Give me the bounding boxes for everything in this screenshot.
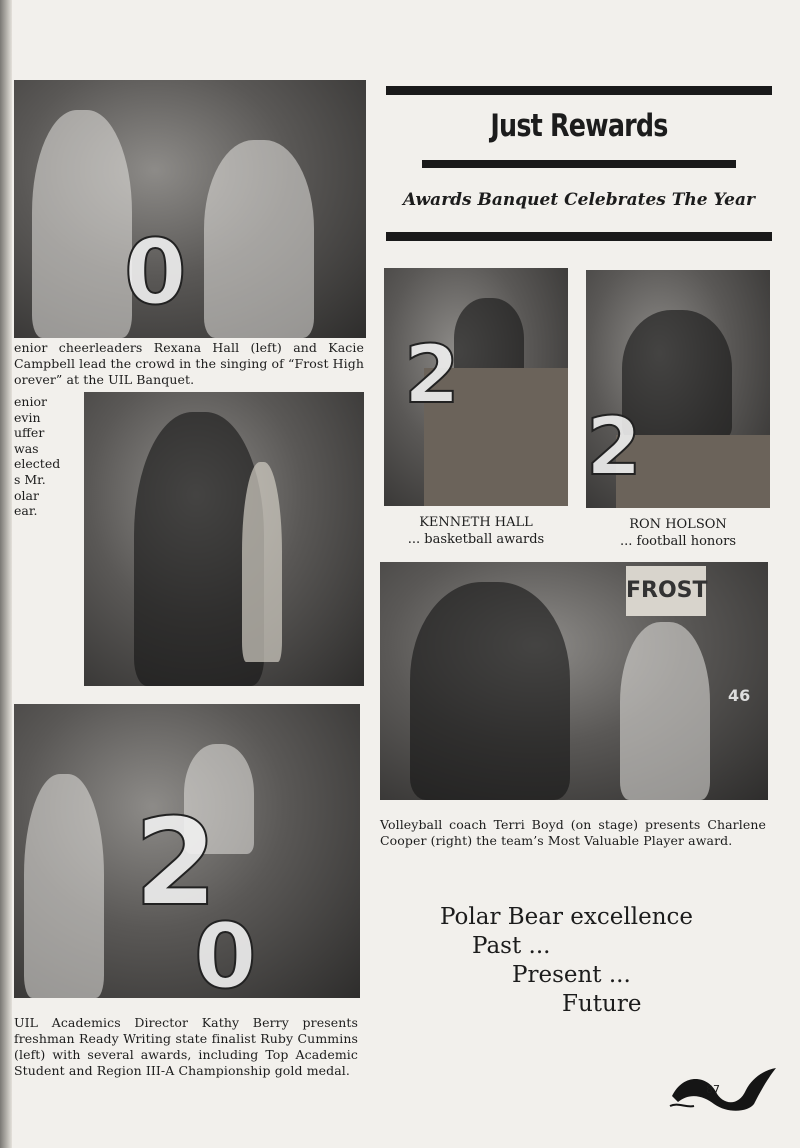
binding-gutter	[0, 0, 12, 1148]
photo-kenneth-hall: 2	[384, 268, 568, 506]
polar-bear-logo-icon	[668, 1062, 780, 1114]
header-rule-top	[386, 86, 772, 95]
photo-trophy	[84, 392, 364, 686]
motto-line-4: Future	[562, 991, 642, 1017]
caption-academics: UIL Academics Director Kathy Berry presents freshman Ready Writing state finalist Ruby Cummins (left) with several awards, including Top Academic Student and Region III-A Championship gold medal.	[14, 1015, 358, 1078]
caption-ron-holson: RON HOLSON ... football honors	[619, 517, 737, 549]
header-rule-middle	[422, 160, 736, 168]
photo-volleyball: FROST 46	[380, 562, 768, 800]
page-subtitle: Awards Banquet Celebrates The Year	[403, 190, 755, 210]
caption-kenneth-hall: KENNETH HALL ... basketball awards	[407, 515, 545, 547]
page-title: Just Rewards	[490, 108, 668, 144]
header-rule-bottom	[386, 232, 772, 241]
photo-cheerleaders: 0	[14, 80, 366, 338]
caption-mr-polar-bear: enior evin uffer was elected s Mr. olar ear.	[14, 394, 61, 519]
motto-line-3: Present ...	[512, 962, 631, 988]
caption-cheerleaders: enior cheerleaders Rexana Hall (left) and Kacie Campbell lead the crowd in the singing of “Frost High orever” at the UIL Banquet.	[14, 340, 364, 387]
caption-volleyball: Volleyball coach Terri Boyd (on stage) presents Charlene Cooper (right) the team’s Most Valuable Player award.	[380, 817, 766, 848]
page-number: 87	[706, 1083, 720, 1096]
photo-ron-holson: 2	[586, 270, 770, 508]
motto-line-2: Past ...	[472, 933, 551, 959]
motto-line-1: Polar Bear excellence	[440, 904, 693, 930]
photo-academics: 2 0	[14, 704, 360, 998]
